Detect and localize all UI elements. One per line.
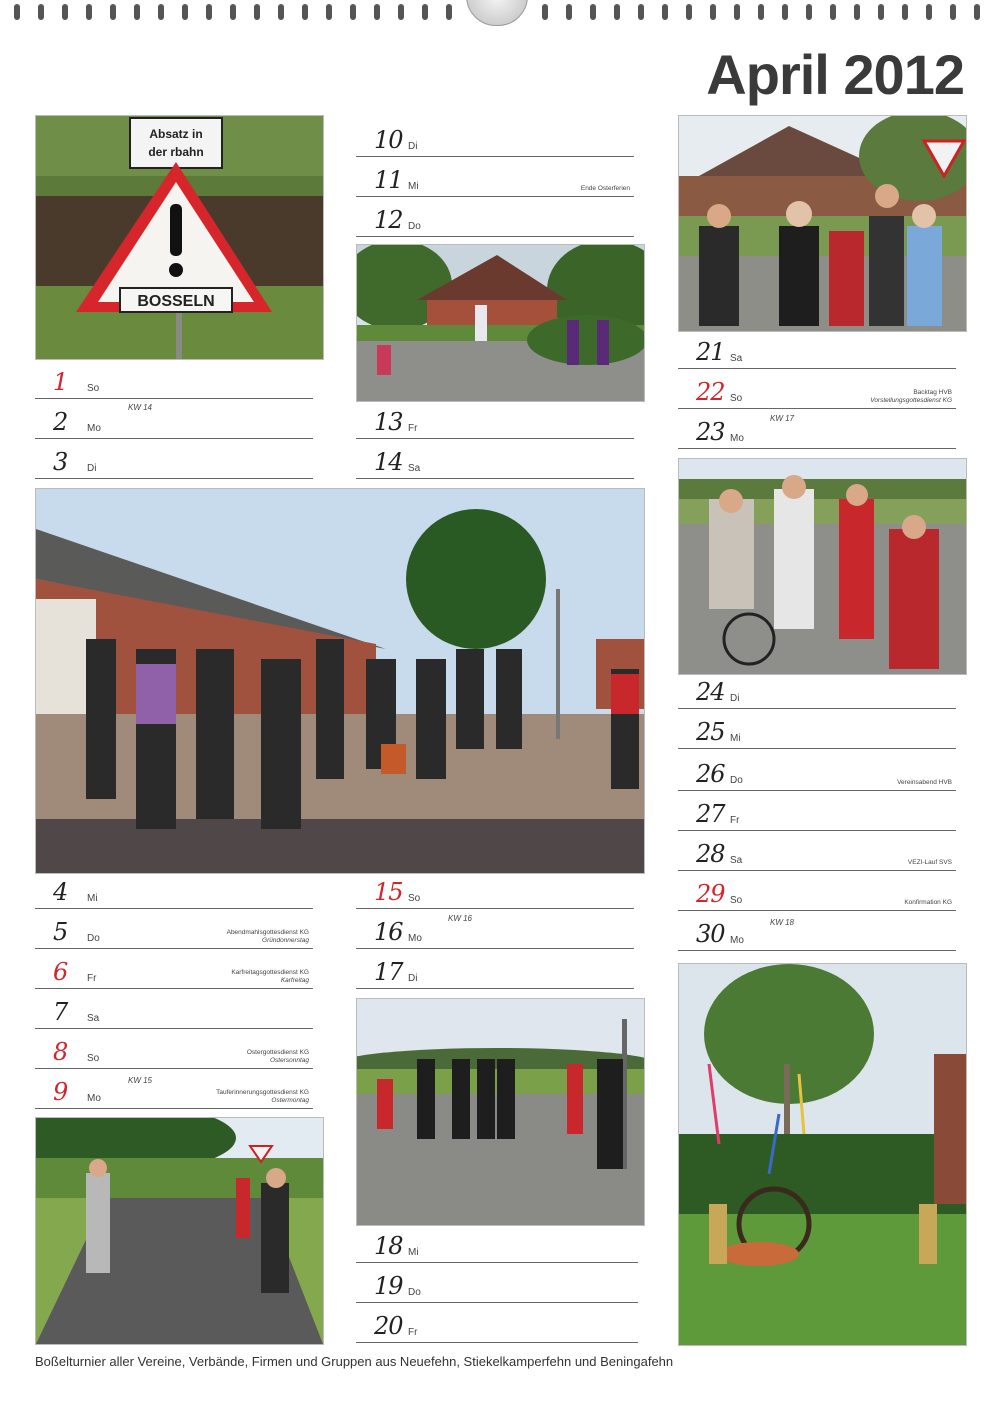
- spiral-ring: [38, 4, 44, 20]
- weekday-label: So: [87, 383, 100, 394]
- spiral-ring: [902, 4, 908, 20]
- weekday-label: Mo: [730, 433, 744, 444]
- weekday-label: So: [730, 393, 743, 404]
- day-note-line2: Gründonnerstag: [262, 937, 309, 944]
- day-row-30[interactable]: [678, 916, 956, 951]
- day-number: 20: [374, 1312, 403, 1340]
- day-number: 15: [374, 878, 403, 906]
- day-note: [897, 779, 952, 787]
- photo-house-players: [356, 244, 645, 402]
- day-row-14[interactable]: [356, 444, 634, 479]
- weekday-label: Fr: [408, 423, 418, 434]
- day-note-line1: Abendmahlsgottesdienst KG: [226, 929, 309, 936]
- day-row-7[interactable]: [35, 994, 313, 1029]
- spiral-ring: [662, 4, 668, 20]
- day-row-4[interactable]: [35, 874, 313, 909]
- day-number: 29: [696, 880, 725, 908]
- day-note-line2: Vorstellungsgottesdienst KG: [870, 397, 952, 404]
- day-note-line1: Karfreitagsgottesdienst KG: [231, 969, 309, 976]
- weekday-label: Do: [408, 221, 421, 232]
- spiral-ring: [446, 4, 452, 20]
- kw-15: KW 15: [128, 1076, 153, 1085]
- day-number: 8: [53, 1038, 68, 1066]
- spiral-ring: [110, 4, 116, 20]
- day-number: 12: [374, 206, 403, 234]
- day-number: 11: [374, 166, 403, 194]
- day-row-18[interactable]: [356, 1228, 638, 1263]
- photo-crowd-street: [35, 488, 645, 874]
- spiral-ring: [206, 4, 212, 20]
- day-row-10[interactable]: [356, 122, 634, 157]
- day-row-5[interactable]: [35, 914, 313, 949]
- spiral-ring: [806, 4, 812, 20]
- day-row-26[interactable]: [678, 756, 956, 791]
- weekday-label: Di: [408, 973, 418, 984]
- weekday-label: Di: [87, 463, 97, 474]
- day-note-line2: VEZI-Lauf SVS: [907, 859, 952, 866]
- day-note-line1: Backtag HVB: [913, 389, 952, 396]
- day-note: [216, 1089, 309, 1105]
- photo-group-top-right: [678, 115, 967, 332]
- day-row-28[interactable]: [678, 836, 956, 871]
- spiral-ring: [878, 4, 884, 20]
- photo-bike-group: [678, 458, 967, 675]
- day-number: 27: [696, 800, 725, 828]
- day-row-22[interactable]: [678, 374, 956, 409]
- day-note-line2: Konfirmation KG: [904, 899, 952, 906]
- photo-maypole: [678, 963, 967, 1346]
- day-row-19[interactable]: [356, 1268, 638, 1303]
- day-number: 6: [53, 958, 68, 986]
- day-number: 26: [696, 760, 725, 788]
- day-note: [231, 969, 309, 985]
- weekday-label: Mo: [87, 1093, 101, 1104]
- day-note: [227, 929, 309, 945]
- day-number: 16: [374, 918, 403, 946]
- day-number: 3: [53, 448, 68, 476]
- day-row-11[interactable]: [356, 162, 634, 197]
- day-note: [581, 185, 630, 193]
- kw-16: KW 16: [448, 914, 473, 923]
- day-row-17[interactable]: [356, 954, 634, 989]
- photo-road-group: [356, 998, 645, 1226]
- weekday-label: Mo: [87, 423, 101, 434]
- day-note: [870, 389, 952, 405]
- photo-bosseln-sign: [35, 115, 324, 360]
- day-note: [247, 1049, 309, 1065]
- day-number: 23: [696, 418, 725, 446]
- sign-top-line2: der rbahn: [148, 145, 204, 159]
- weekday-label: Mi: [408, 181, 419, 192]
- kw-18: KW 18: [770, 918, 795, 927]
- spiral-ring: [854, 4, 860, 20]
- footer-caption: Boßelturnier aller Vereine, Verbände, Firmen und Gruppen aus Neuefehn, Stiekelkamperfehn und Beningafehn: [35, 1354, 674, 1369]
- spiral-ring: [62, 4, 68, 20]
- day-number: 2: [53, 408, 68, 436]
- weekday-label: Fr: [408, 1327, 418, 1338]
- day-number: 28: [696, 840, 725, 868]
- weekday-label: So: [87, 1053, 100, 1064]
- day-note-line2: Ostermontag: [271, 1097, 309, 1104]
- weekday-label: Di: [730, 693, 740, 704]
- month-title: April 2012: [706, 43, 964, 106]
- kw-17: KW 17: [770, 414, 795, 423]
- spiral-ring: [782, 4, 788, 20]
- day-note-line1: Tauferinnerungsgottesdienst KG: [216, 1089, 309, 1096]
- day-note-line2: Ende Osterferien: [580, 185, 630, 192]
- spiral-ring: [614, 4, 620, 20]
- weekday-label: Mi: [730, 733, 741, 744]
- day-row-23[interactable]: [678, 414, 956, 449]
- day-row-8[interactable]: [35, 1034, 313, 1069]
- day-note: [904, 899, 952, 907]
- kw-14: KW 14: [128, 403, 153, 412]
- day-number: 24: [696, 678, 725, 706]
- day-row-25[interactable]: [678, 714, 956, 749]
- spiral-ring: [566, 4, 572, 20]
- spiral-ring: [86, 4, 92, 20]
- day-row-2[interactable]: [35, 404, 313, 439]
- spiral-ring: [398, 4, 404, 20]
- spiral-ring: [278, 4, 284, 20]
- spiral-ring: [734, 4, 740, 20]
- photo-walking-road: [35, 1117, 324, 1345]
- weekday-label: Fr: [87, 973, 97, 984]
- day-row-3[interactable]: [35, 444, 313, 479]
- weekday-label: So: [408, 893, 421, 904]
- day-row-29[interactable]: [678, 876, 956, 911]
- spiral-ring: [350, 4, 356, 20]
- spiral-ring: [830, 4, 836, 20]
- weekday-label: Fr: [730, 815, 740, 826]
- spiral-ring: [926, 4, 932, 20]
- day-number: 30: [696, 920, 725, 948]
- spiral-ring: [974, 4, 980, 20]
- day-row-6[interactable]: [35, 954, 313, 989]
- day-row-27[interactable]: [678, 796, 956, 831]
- day-row-9[interactable]: [35, 1074, 313, 1109]
- day-number: 19: [374, 1272, 403, 1300]
- day-number: 1: [53, 368, 68, 396]
- day-number: 21: [696, 338, 725, 366]
- day-row-12[interactable]: [356, 202, 634, 237]
- sign-top-line1: Absatz in: [149, 127, 203, 141]
- spiral-ring: [158, 4, 164, 20]
- day-row-16[interactable]: [356, 914, 634, 949]
- spiral-ring: [590, 4, 596, 20]
- day-note-line1: Ostergottesdienst KG: [246, 1049, 309, 1056]
- weekday-label: Sa: [730, 855, 743, 866]
- day-row-13[interactable]: [356, 404, 634, 439]
- weekday-label: Mi: [408, 1247, 419, 1258]
- weekday-label: Di: [408, 141, 418, 152]
- spiral-ring: [134, 4, 140, 20]
- spiral-ring: [686, 4, 692, 20]
- day-note: [908, 859, 952, 867]
- sign-bosseln: BOSSELN: [137, 293, 215, 310]
- spiral-ring: [638, 4, 644, 20]
- spiral-ring: [254, 4, 260, 20]
- day-note-line2: Ostersonntag: [269, 1057, 309, 1064]
- weekday-label: Mi: [87, 893, 98, 904]
- spiral-ring: [758, 4, 764, 20]
- day-number: 25: [696, 718, 725, 746]
- weekday-label: Mo: [730, 935, 744, 946]
- spiral-ring: [326, 4, 332, 20]
- day-number: 13: [374, 408, 403, 436]
- spiral-ring: [710, 4, 716, 20]
- spiral-ring: [542, 4, 548, 20]
- spiral-ring: [14, 4, 20, 20]
- day-row-15[interactable]: [356, 874, 634, 909]
- weekday-label: Mo: [408, 933, 422, 944]
- day-number: 22: [696, 378, 725, 406]
- weekday-label: Do: [730, 775, 743, 786]
- day-number: 5: [53, 918, 68, 946]
- weekday-label: Sa: [408, 463, 421, 474]
- day-number: 10: [374, 126, 403, 154]
- day-row-20[interactable]: [356, 1308, 638, 1343]
- spiral-ring: [422, 4, 428, 20]
- spiral-ring: [230, 4, 236, 20]
- day-number: 14: [374, 448, 403, 476]
- day-number: 18: [374, 1232, 403, 1260]
- day-row-24[interactable]: [678, 674, 956, 709]
- day-number: 4: [53, 878, 68, 906]
- day-row-1[interactable]: [35, 364, 313, 399]
- weekday-label: Sa: [730, 353, 743, 364]
- day-note-line2: Vereinsabend HVB: [897, 779, 952, 786]
- spiral-ring: [182, 4, 188, 20]
- day-number: 9: [53, 1078, 68, 1106]
- day-row-21[interactable]: [678, 334, 956, 369]
- day-number: 17: [374, 958, 403, 986]
- day-note-line2: Karfreitag: [280, 977, 309, 984]
- spiral-ring: [302, 4, 308, 20]
- weekday-label: Do: [87, 933, 100, 944]
- spiral-ring: [950, 4, 956, 20]
- day-number: 7: [53, 998, 68, 1026]
- weekday-label: Sa: [87, 1013, 100, 1024]
- spiral-ring: [374, 4, 380, 20]
- weekday-label: So: [730, 895, 743, 906]
- weekday-label: Do: [408, 1287, 421, 1298]
